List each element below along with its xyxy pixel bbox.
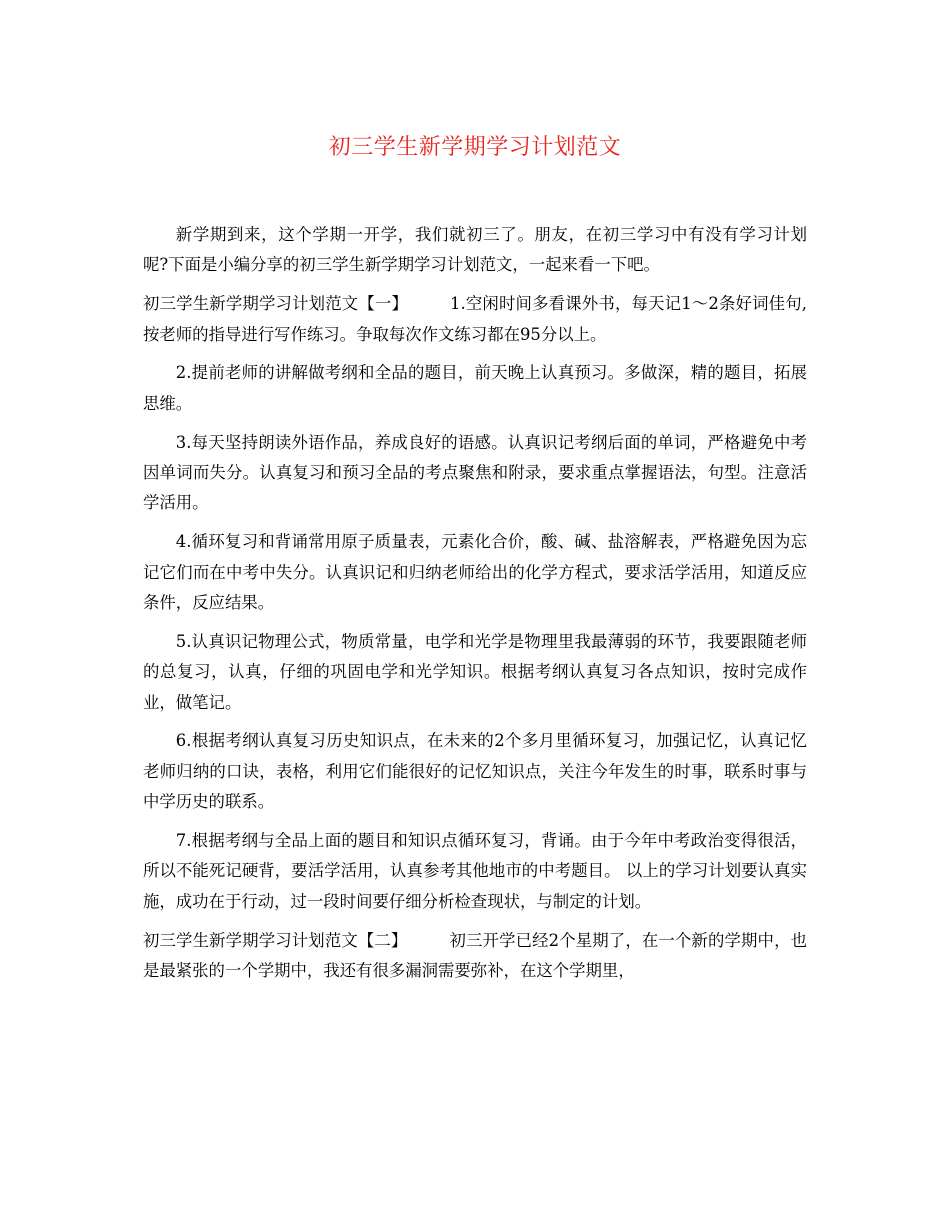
paragraph-item-4: [143, 527, 807, 618]
paragraph-text: 2.提前老师的讲解做考纲和全品的题目，前天晚上认真预习。多做深，精的题目，拓展思维。: [143, 363, 807, 413]
paragraph-text: 3.每天坚持朗读外语作品，养成良好的语感。认真识记考纲后面的单词，严格避免中考因单词而失分。认真复习和预习全品的考点聚焦和附录，要求重点掌握语法，句型。注意活学活用。: [143, 432, 807, 513]
paragraph-section-two: [143, 926, 807, 987]
paragraph-text: 6.根据考纲认真复习历史知识点，在未来的2个多月里循环复习，加强记忆，认真记忆老师归纳的口诀，表格，利用它们能很好的记忆知识点，关注今年发生的时事，联系时事与中学历史的联系。: [143, 731, 807, 812]
paragraph-text: 新学期到来，这个学期一开学，我们就初三了。朋友，在初三学习中有没有学习计划呢?下面是小编分享的初三学生新学期学习计划范文，一起来看一下吧。: [143, 225, 807, 275]
paragraph-text: 1.空闲时间多看课外书，每天记1～2条好词佳句,按老师的指导进行写作练习。争取每次作文练习都在95分以上。: [143, 294, 807, 344]
paragraph-text: 7.根据考纲与全品上面的题目和知识点循环复习，背诵。由于今年中考政治变得很活，所以不能死记硬背，要活学活用，认真参考其他地市的中考题目。 以上的学习计划要认真实施，成功在于行动，过一段时间要仔细分析检查现状，与制定的计划。: [143, 831, 807, 911]
paragraph-text: 5.认真识记物理公式，物质常量，电学和光学是物理里我最薄弱的环节，我要跟随老师的总复习，认真，仔细的巩固电学和光学知识。根据考纲认真复习各点知识，按时完成作业，做笔记。: [143, 631, 807, 712]
paragraph-text: 4.循环复习和背诵常用原子质量表，元素化合价，酸、碱、盐溶解表，严格避免因为忘记它们而在中考中失分。认真识记和归纳老师给出的化学方程式，要求活学活用，知道反应条件，反应结果。: [143, 532, 807, 613]
paragraph-section-one: [143, 289, 807, 350]
paragraph-item-2: [143, 358, 807, 419]
document-title: 初三学生新学期学习计划范文: [328, 135, 622, 160]
document-body: [143, 220, 807, 995]
section-heading: 初三学生新学期学习计划范文【二】: [143, 930, 408, 950]
section-heading: 初三学生新学期学习计划范文【一】: [143, 294, 409, 314]
paragraph-item-5: [143, 627, 807, 718]
paragraph-text: 初三开学已经2个星期了，在一个新的学期中，也是最紧张的一个学期中，我还有很多漏洞需要弥补，在这个学期里，: [143, 930, 807, 981]
paragraph-item-6: [143, 726, 807, 817]
paragraph-item-7: [143, 826, 807, 917]
paragraph-intro: [143, 220, 807, 281]
paragraph-item-3: [143, 428, 807, 519]
